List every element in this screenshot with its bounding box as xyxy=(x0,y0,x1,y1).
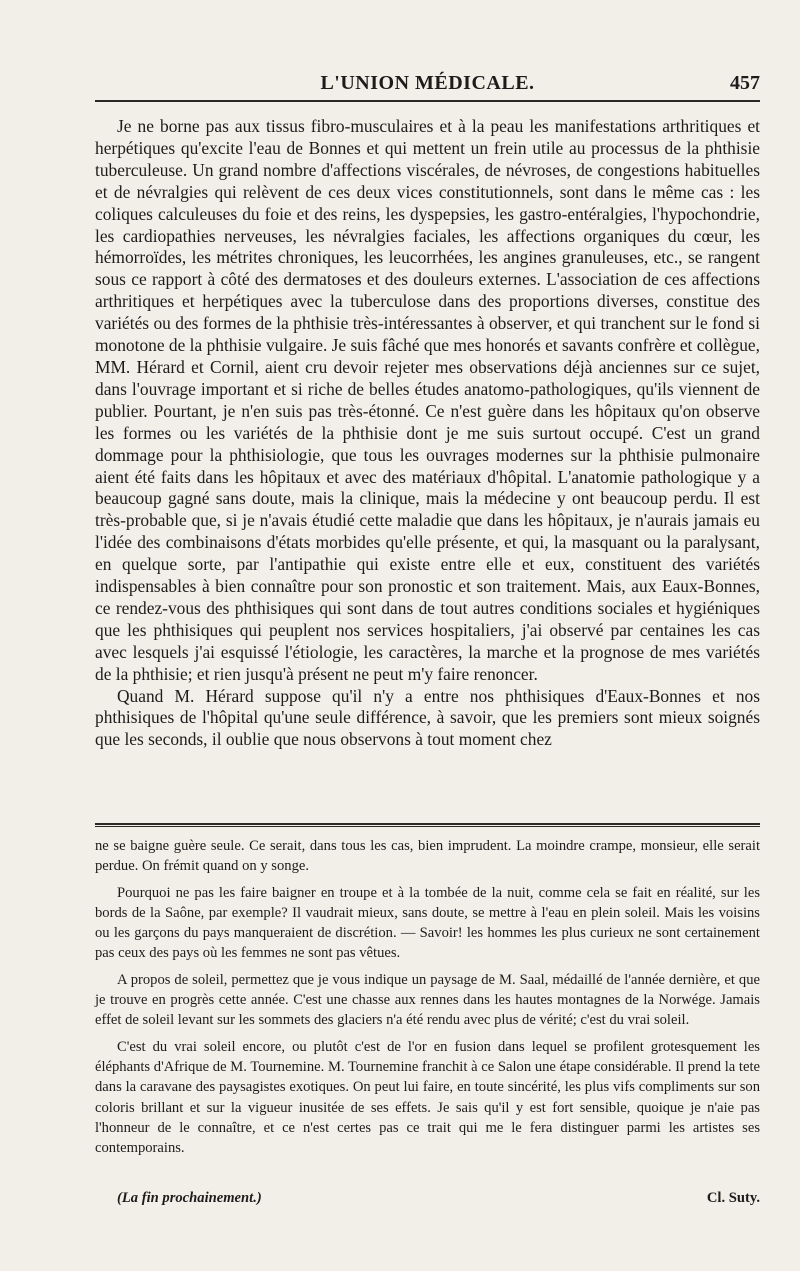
running-header xyxy=(95,68,760,98)
feuilleton-paragraph: A propos de soleil, permettez que je vous indique un paysage de M. Saal, médaillé de l'année dernière, et que je trouve en progrès cette année. C'est une chasse aux rennes dans les hautes montagnes de la Norwége. Jamais effet de soleil levant sur les sommets des glaciers n'a été rendu avec plus de vérité; c'est du vrai soleil. xyxy=(95,971,760,1029)
header-rule xyxy=(95,100,760,102)
feuilleton-section xyxy=(95,836,760,1164)
main-article xyxy=(95,116,760,751)
article-paragraph: Quand M. Hérard suppose qu'il n'y a entre nos phthisiques d'Eaux-Bonnes et nos phthisiques de l'hôpital qu'une seule différence, à savoir, que les premiers sont mieux soignés que les seconds, il oublie que nous observons à tout moment chez xyxy=(95,685,760,750)
article-paragraph: Je ne borne pas aux tissus fibro-musculaires et à la peau les manifestations arthritiques et herpétiques qu'excite l'eau de Bonnes et qui mettent un frein utile au processus de la phthisie tuberculeuse. Un grand nombre d'affections viscérales, de névroses, de congestions habituelles et de névralgies qui relèvent de ces deux vices constitutionnels, sont dans le même cas : les coliques calculeuses du foie et des reins, les dyspepsies, les gastro-entéralgies, l'hypochondrie, les cardiopathies nerveuses, les névralgies faciales, les affections organiques du cœur, les hémorroïdes, les métrites chroniques, les leucorrhées, les angines granuleuses, etc., se rangent sous ce rapport à côté des dermatoses et des douleurs externes. L'association de ces affections arthritiques et herpétiques avec la tuberculose dans des proportions diverses, constitue des variétés ou des formes de la phthisie très-intéressantes à observer, et qui tranchent sur le fond si monotone de la phthisie vulgaire. Je suis fâché que mes honorés et savants confrère et collègue, MM. Hérard et Cornil, aient cru devoir rejeter mes observations déjà anciennes sur ce sujet, dans l'ouvrage important et si riche de belles études anatomo-pathologiques, qu'ils viennent de publier. Pourtant, je n'en suis pas très-étonné. Ce n'est guère dans les hôpitaux qu'on observe les formes ou les variétés de la phthisie dont je me suis surtout occupé. C'est un grand dommage pour la phthisiologie, que tous les ouvrages modernes sur la phthisie pulmonaire aient été faits dans les hôpitaux et avec des matériaux d'hôpital. L'anatomie pathologique y a beaucoup gagné sans doute, mais la clinique, mais la médecine y ont beaucoup perdu. Il est très-probable que, si je n'avais étudié cette maladie que dans les hôpitaux, je n'aurais jamais eu l'idée des combinaisons d'états morbides qu'elle présente, et qui, la masquant ou la paralysant, en quelque sorte, par l'antipathie qui existe entre elle et eux, constituent des variétés indispensables à bien connaître pour son pronostic et son traitement. Mais, aux Eaux-Bonnes, ce rendez-vous des phthisiques qui sont dans de tout autres conditions sociales et hygiéniques que les phthisiques qui peuplent nos services hospitaliers, j'ai observé par centaines les cas avec lesquels j'ai esquissé l'étiologie, les caractères, la marche et la prognose de mes variétés de la phthisie; et rien jusqu'à présent ne peut m'y faire renoncer. xyxy=(95,116,760,684)
continuation-note: (La fin prochainement.) xyxy=(117,1190,262,1206)
feuilleton-paragraph: ne se baigne guère seule. Ce serait, dans tous les cas, bien imprudent. La moindre crampe, monsieur, elle serait perdue. On frémit quand on y songe. xyxy=(95,838,760,875)
feuilleton-rule xyxy=(95,823,760,827)
feuilleton-footer xyxy=(95,1190,760,1212)
author-signature: Cl. Suty. xyxy=(706,1190,760,1206)
feuilleton-paragraph: C'est du vrai soleil encore, ou plutôt c'est de l'or en fusion dans lequel se profilent grotesquement les éléphants d'Afrique de M. Tournemine. M. Tournemine franchit à ce Salon une étape considérable. Il prend la tete dans la caravane des paysagistes exotiques. On peut lui faire, en toute sincérité, les plus vifs compliments sur son coloris brillant et sur la vigueur inusitée de ses effets. Je sais qu'il y est fort sensible, quoique je n'aie pas l'honneur de le connaître, et ce n'est certes pas ce trait qui me le fera distinguer parmi les artistes ses contemporains. xyxy=(95,1038,760,1157)
page-number: 457 xyxy=(730,72,760,94)
feuilleton-paragraph: Pourquoi ne pas les faire baigner en troupe et à la tombée de la nuit, comme cela se fait en réalité, sur les bords de la Saône, par exemple? Il vaudrait mieux, sans doute, se mettre à l'eau en plein soleil. Mais les voisins ou les garçons du pays manqueraient de discrétion. — Savoir! les hommes les plus curieux ne sont certainement pas ceux des pays où les femmes ne sont pas vêtues. xyxy=(95,884,760,962)
journal-title: L'UNION MÉDICALE. xyxy=(320,72,535,94)
